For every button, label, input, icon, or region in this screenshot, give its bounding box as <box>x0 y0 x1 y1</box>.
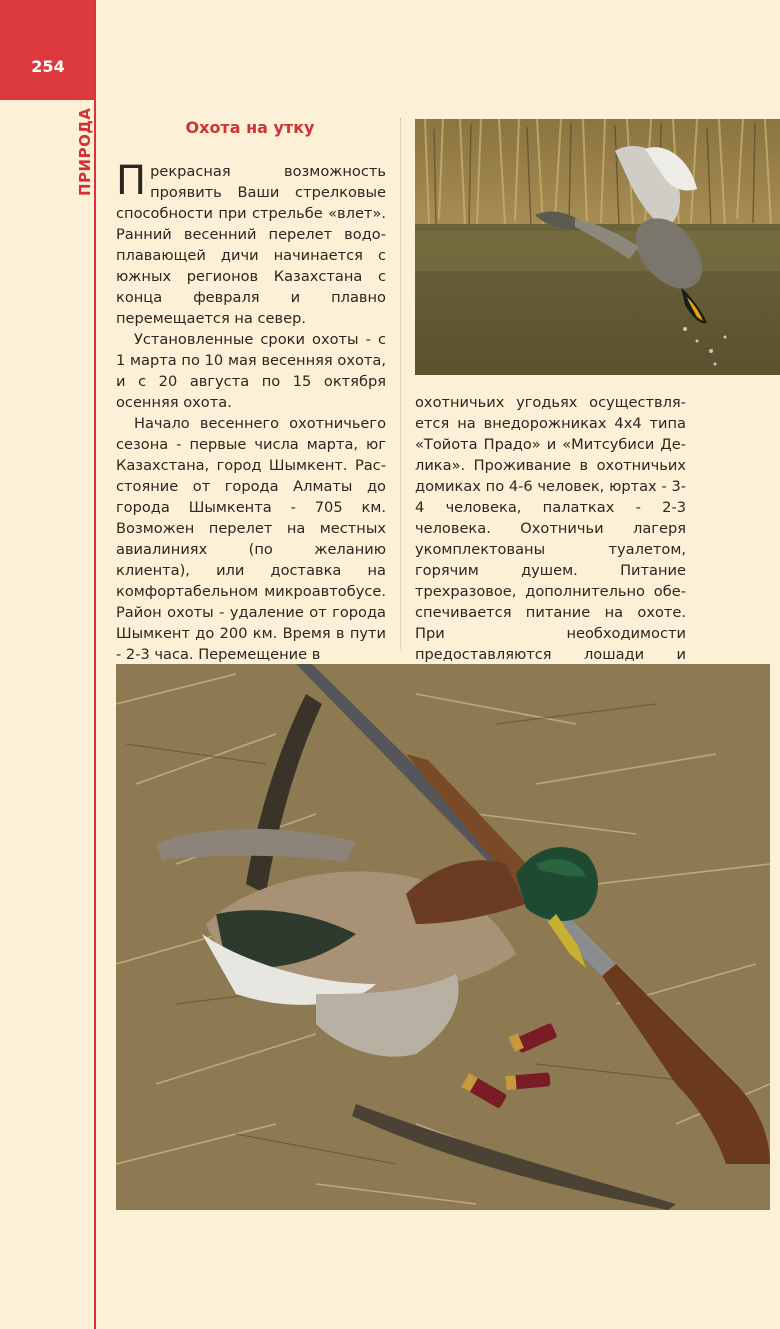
duck-gun-illustration <box>116 664 770 1210</box>
text-column-right <box>415 392 686 686</box>
paragraph: охотничьих угодьях осуществляется на внедорожниках 4х4 типа «Тойота Прадо» и «Митсубиси Делика». Проживание в охотничьих домиках по 4-6 человек, юртах - 3-4 человека, палатках - 2-3 человека. Охотничьи лагеря укомплектованы туалетом, горячим душем. Питание трехразовое, дополнительно обеспечивается питание на охоте. При необходимости предоставляются лошади и <box>415 394 686 663</box>
photo-duck-taking-off <box>415 119 780 375</box>
column-divider <box>400 118 401 650</box>
page-number: 254 <box>31 57 65 76</box>
duck-flight-illustration <box>415 119 780 375</box>
paragraph-text: рекрасная возможность проявить Ваши стрелковые способности при стрельбе «влет». Ранний весенний перелет водоплавающей дичи начинается с южных регионов Казахстана с конца февраля и плавно перемещается на север. <box>116 163 386 327</box>
paragraph: Установленные сроки охоты - с 1 марта по 10 мая весенняя охота, и с 20 августа по 15 октября осенняя охота. <box>116 331 386 411</box>
section-label: ПРИРОДА <box>76 107 94 196</box>
text-column-left <box>116 158 386 665</box>
drop-cap: П <box>116 158 147 204</box>
margin-rule <box>94 0 96 1329</box>
paragraph: Начало весеннего охотничьего сезона - первые числа марта, юг Казахстана, город Шымкент. Расстояние от города Алматы до города Шымкента - 705 км. Возможен перелет на местных авиалиниях (по желанию клиента), или доставка на комфортабельном микроавтобусе. Район охоты - удаление от города Шымкент до 200 км. Время в пути - 2-3 часа. Перемещение в <box>116 415 386 663</box>
article-title: Охота на утку <box>185 118 315 137</box>
paragraph <box>116 158 386 329</box>
photo-duck-and-shotgun <box>116 664 770 1210</box>
page-number-box <box>0 0 96 100</box>
left-margin <box>0 0 94 1329</box>
